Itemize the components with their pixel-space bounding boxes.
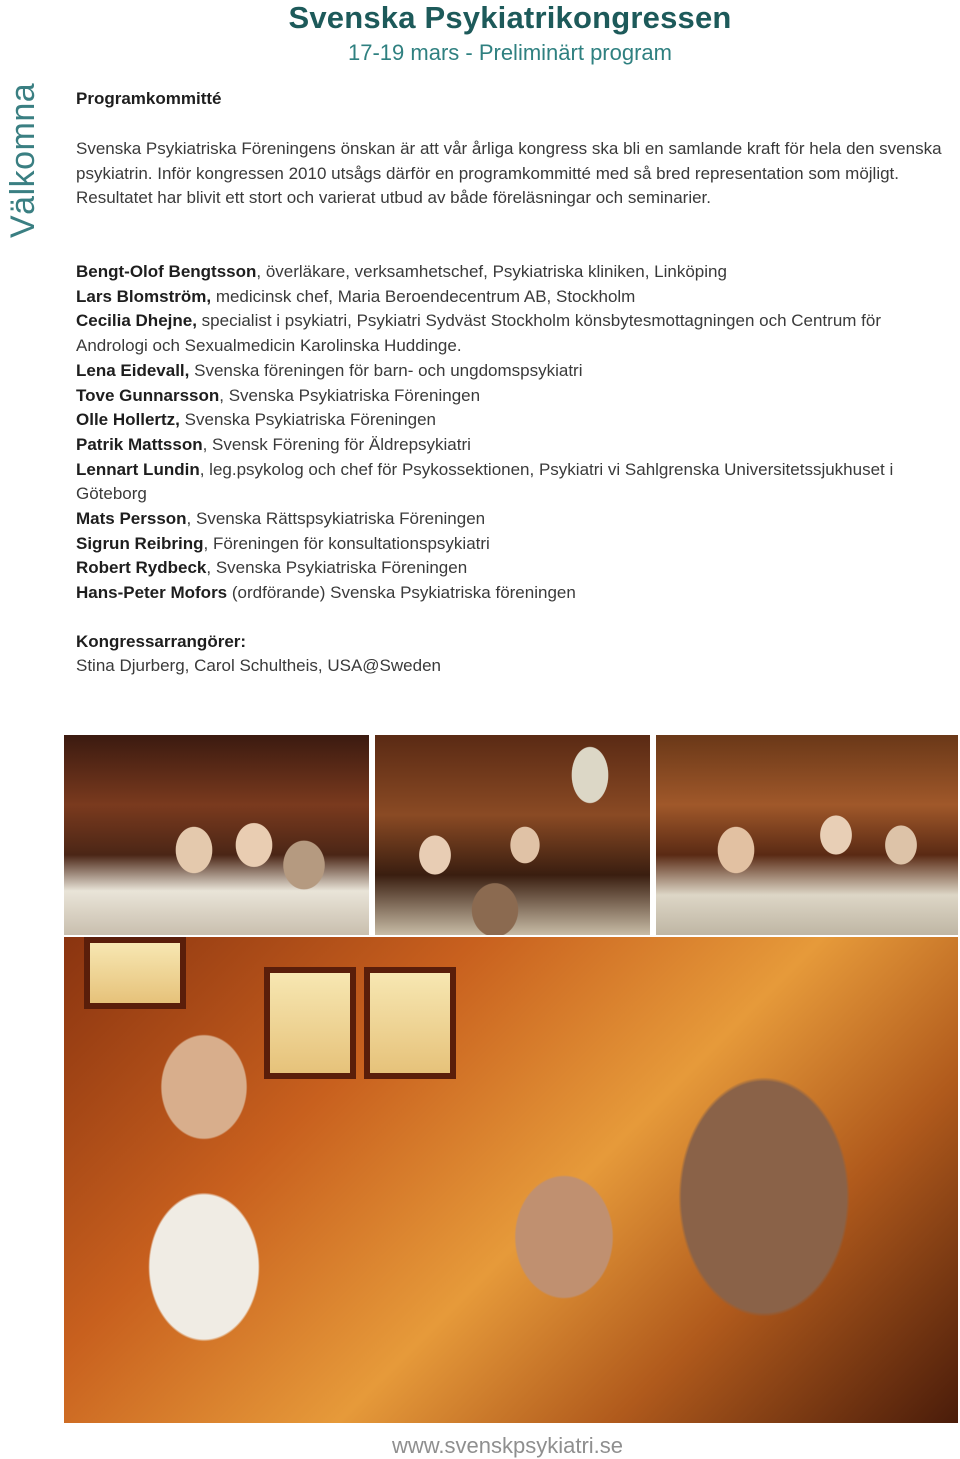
member-info: , Svenska Psykiatriska Föreningen [219,385,481,405]
member-name: Robert Rydbeck [76,558,207,578]
member-row [76,532,956,557]
member-name: Mats Persson [76,509,187,529]
organizers-heading: Kongressarrangörer: [76,632,247,651]
meeting-photo-large [64,937,958,1423]
member-row [76,384,956,409]
member-name: Olle Hollertz, [76,410,180,430]
member-info: , Svensk Förening för Äldrepsykiatri [202,434,471,454]
committee-heading: Programkommitté [76,89,222,108]
member-info: , Svenska Psykiatriska Föreningen [206,558,468,578]
member-info: specialist i psykiatri, Psykiatri Sydväst Stockholm könsbytesmottagningen och Centrum för Andrologi och Sexualmedicin Karolinska Huddinge. [76,311,881,356]
member-row [76,285,956,310]
member-row [76,581,956,606]
page-subtitle: 17-19 mars - Preliminärt program [348,40,672,65]
meeting-photo-2 [375,735,650,935]
member-row [76,408,956,433]
member-name: Hans-Peter Mofors [76,583,228,603]
member-row [76,433,956,458]
member-info: , överläkare, verksamhetschef, Psykiatriska kliniken, Linköping [256,262,727,281]
member-name: Lena Eidevall, [76,360,190,380]
member-row [76,359,956,384]
page-title: Svenska Psykiatrikongressen [288,0,732,35]
meeting-photo-3 [656,735,958,935]
meeting-photo-1 [64,735,369,935]
member-row [76,309,956,358]
member-info: , Svenska Rättspsykiatriska Föreningen [186,509,486,529]
photo-window [84,937,186,1009]
photo-window [264,967,356,1079]
member-row [76,507,956,532]
member-list [76,260,956,606]
footer-url: www.svenskpsykiatri.se [391,1433,624,1458]
member-info: Svenska Psykiatriska Föreningen [179,410,436,430]
member-row [76,556,956,581]
member-name: Lennart Lundin [76,459,200,479]
member-info: Svenska föreningen för barn- och ungdomspsykiatri [189,360,583,380]
member-info: (ordförande) Svenska Psykiatriska föreningen [227,583,576,603]
photo-window [364,967,456,1079]
committee-intro: Svenska Psykiatriska Föreningens önskan är att vår årliga kongress ska bli en samlande kraft för hela den svenska psykiatrin. Inför kongressen 2010 utsågs därför en programkommitté med så bred representation som möjligt. Resultatet har blivit ett stort och varierat utbud av både föreläsningar och seminarier. [76,139,942,208]
member-name: Patrik Mattsson [76,434,203,454]
member-info: , Föreningen för konsultationspsykiatri [203,533,490,553]
member-row [76,458,956,507]
member-name: Sigrun Reibring [76,533,204,553]
side-label: Välkomna [4,82,42,238]
member-row [76,260,956,285]
member-name: Bengt-Olof Bengtsson [76,262,257,281]
member-name: Tove Gunnarsson [76,385,220,405]
member-name: Lars Blomström, [76,286,212,306]
organizers-names: Stina Djurberg, Carol Schultheis, USA@Sweden [76,656,441,675]
member-info: , leg.psykolog och chef för Psykossektionen, Psykiatri vi Sahlgrenska Universitetssjukhuset i Göteborg [76,459,894,504]
member-info: medicinsk chef, Maria Beroendecentrum AB, Stockholm [211,286,636,306]
member-name: Cecilia Dhejne, [76,311,197,331]
